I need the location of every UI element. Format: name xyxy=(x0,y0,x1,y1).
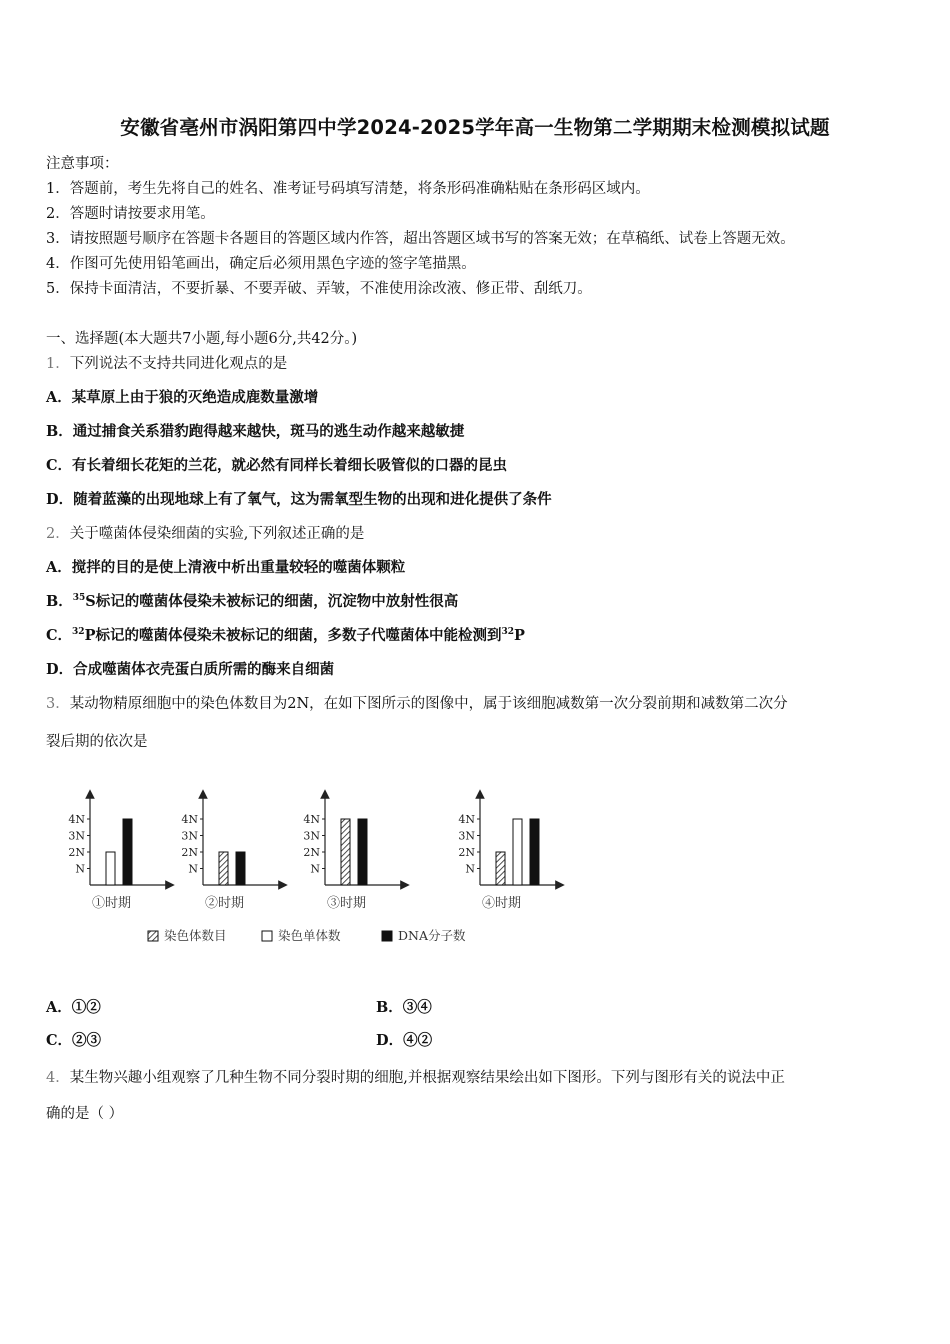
legend-swatch xyxy=(262,931,272,941)
bar-chart-figure xyxy=(60,778,600,958)
question-text: 某动物精原细胞中的染色体数目为2N，在如下图所示的图像中，属于该细胞减数第一次分裂前期和减数第二次分 xyxy=(69,696,788,712)
section-heading: 一、选择题(本大题共7小题,每小题6分,共42分。) xyxy=(46,331,358,347)
tick-label: 3N xyxy=(303,829,320,843)
option-text-end: P xyxy=(514,627,525,644)
tick-label: N xyxy=(188,862,198,876)
panel-label: ③时期 xyxy=(327,896,367,911)
question-number: 1． xyxy=(46,356,70,372)
isotope-mass: 32 xyxy=(72,627,85,637)
note-item-4: 4．作图可先使用铅笔画出，确定后必须用黑色字迹的签字笔描黑。 xyxy=(46,256,476,272)
tick-label: 2N xyxy=(303,846,320,859)
tick-label: 3N xyxy=(458,829,475,843)
legend-item xyxy=(382,928,466,943)
chart-panel-1 xyxy=(68,794,170,911)
question-text: 关于噬菌体侵染细菌的实验,下列叙述正确的是 xyxy=(69,526,365,542)
note-item-3: 3．请按照题号顺序在答题卡各题目的答题区域内作答，超出答题区域书写的答案无效；在草稿纸、试卷上答题无效。 xyxy=(46,231,795,247)
tick-label: N xyxy=(465,862,475,876)
q2-option-d: D．合成噬菌体衣壳蛋白质所需的酶来自细菌 xyxy=(46,661,335,678)
legend-item xyxy=(262,928,341,943)
tick-label: 3N xyxy=(68,829,85,843)
tick-label: 4N xyxy=(458,813,475,826)
tick-label: 4N xyxy=(68,813,85,826)
q2-option-c xyxy=(46,624,525,645)
tick-label: 2N xyxy=(458,846,475,859)
notes-heading: 注意事项： xyxy=(46,156,119,172)
tick-label: 4N xyxy=(303,813,320,826)
q1-option-d: D．随着蓝藻的出现地球上有了氧气，这为需氧型生物的出现和进化提供了条件 xyxy=(46,491,552,508)
question-number: 2． xyxy=(46,526,70,542)
bar-染色单体数 xyxy=(106,852,115,885)
q2-option-a: A．搅拌的目的是使上清液中析出重量较轻的噬菌体颗粒 xyxy=(46,559,406,576)
tick-label: 2N xyxy=(181,846,198,859)
tick-label: N xyxy=(75,862,85,876)
bar-DNA分子数 xyxy=(530,819,539,885)
question-number: 4． xyxy=(46,1070,70,1086)
question-4-cont: 确的是（ ） xyxy=(46,1106,124,1122)
panel-label: ④时期 xyxy=(482,896,522,911)
question-3-cont: 裂后期的依次是 xyxy=(46,734,148,750)
tick-label: 3N xyxy=(181,829,198,843)
question-text: 某生物兴趣小组观察了几种生物不同分裂时期的细胞,并根据观察结果绘出如下图形。下列与图形有关的说法中正 xyxy=(69,1070,785,1086)
panel-label: ①时期 xyxy=(92,896,132,911)
tick-label: 2N xyxy=(68,846,85,859)
bar-DNA分子数 xyxy=(358,819,367,885)
bar-DNA分子数 xyxy=(123,819,132,885)
note-item-2: 2．答题时请按要求用笔。 xyxy=(46,206,215,222)
tick-label: 4N xyxy=(181,813,198,826)
question-4 xyxy=(46,1066,785,1087)
isotope-mass: 32 xyxy=(501,627,515,637)
tick-label: N xyxy=(310,862,320,876)
q1-option-b: B．通过捕食关系猎豹跑得越来越快，斑马的逃生动作越来越敏捷 xyxy=(46,423,465,440)
chart-panel-3 xyxy=(303,794,405,911)
q1-option-a: A．某草原上由于狼的灭绝造成鹿数量激增 xyxy=(46,389,319,406)
legend-label: 染色单体数 xyxy=(278,928,341,943)
question-2 xyxy=(46,522,364,543)
legend-item xyxy=(148,928,227,943)
chart-panel-4 xyxy=(458,794,560,911)
bar-染色体数目 xyxy=(219,852,228,885)
legend-label: DNA分子数 xyxy=(398,928,466,943)
isotope-mass: 35 xyxy=(72,593,86,603)
q3-option-a: A．①② xyxy=(46,999,101,1016)
bar-染色体数目 xyxy=(496,852,505,885)
bar-染色体数目 xyxy=(341,819,350,885)
chart-panel-2 xyxy=(181,794,283,911)
q2-option-b xyxy=(46,590,458,611)
option-text: P标记的噬菌体侵染未被标记的细菌，多数子代噬菌体中能检测到 xyxy=(84,627,502,644)
question-text: 下列说法不支持共同进化观点的是 xyxy=(69,356,288,372)
question-number: 3． xyxy=(46,696,70,712)
question-1 xyxy=(46,352,287,373)
option-letter: B． xyxy=(46,593,73,610)
q3-option-c: C．②③ xyxy=(46,1032,102,1049)
question-3 xyxy=(46,692,788,713)
q3-option-d: D．④② xyxy=(376,1032,433,1049)
bar-染色单体数 xyxy=(513,819,522,885)
note-item-5: 5．保持卡面清洁，不要折暴、不要弄破、弄皱，不准使用涂改液、修正带、刮纸刀。 xyxy=(46,281,592,297)
legend-label: 染色体数目 xyxy=(164,928,227,943)
legend-swatch xyxy=(382,931,392,941)
page-title: 安徽省亳州市涡阳第四中学2024-2025学年高一生物第二学期期末检测模拟试题 xyxy=(120,116,830,139)
panel-label: ②时期 xyxy=(205,896,245,911)
option-letter: C． xyxy=(46,627,73,644)
q1-option-c: C．有长着细长花矩的兰花，就必然有同样长着细长吸管似的口器的昆虫 xyxy=(46,457,508,474)
bar-DNA分子数 xyxy=(236,852,245,885)
legend-swatch xyxy=(148,931,158,941)
q3-option-b: B．③④ xyxy=(376,999,432,1016)
note-item-1: 1．答题前，考生先将自己的姓名、准考证号码填写清楚，将条形码准确粘贴在条形码区域内。 xyxy=(46,181,650,197)
option-text: S标记的噬菌体侵染未被标记的细菌，沉淀物中放射性很高 xyxy=(85,593,459,610)
